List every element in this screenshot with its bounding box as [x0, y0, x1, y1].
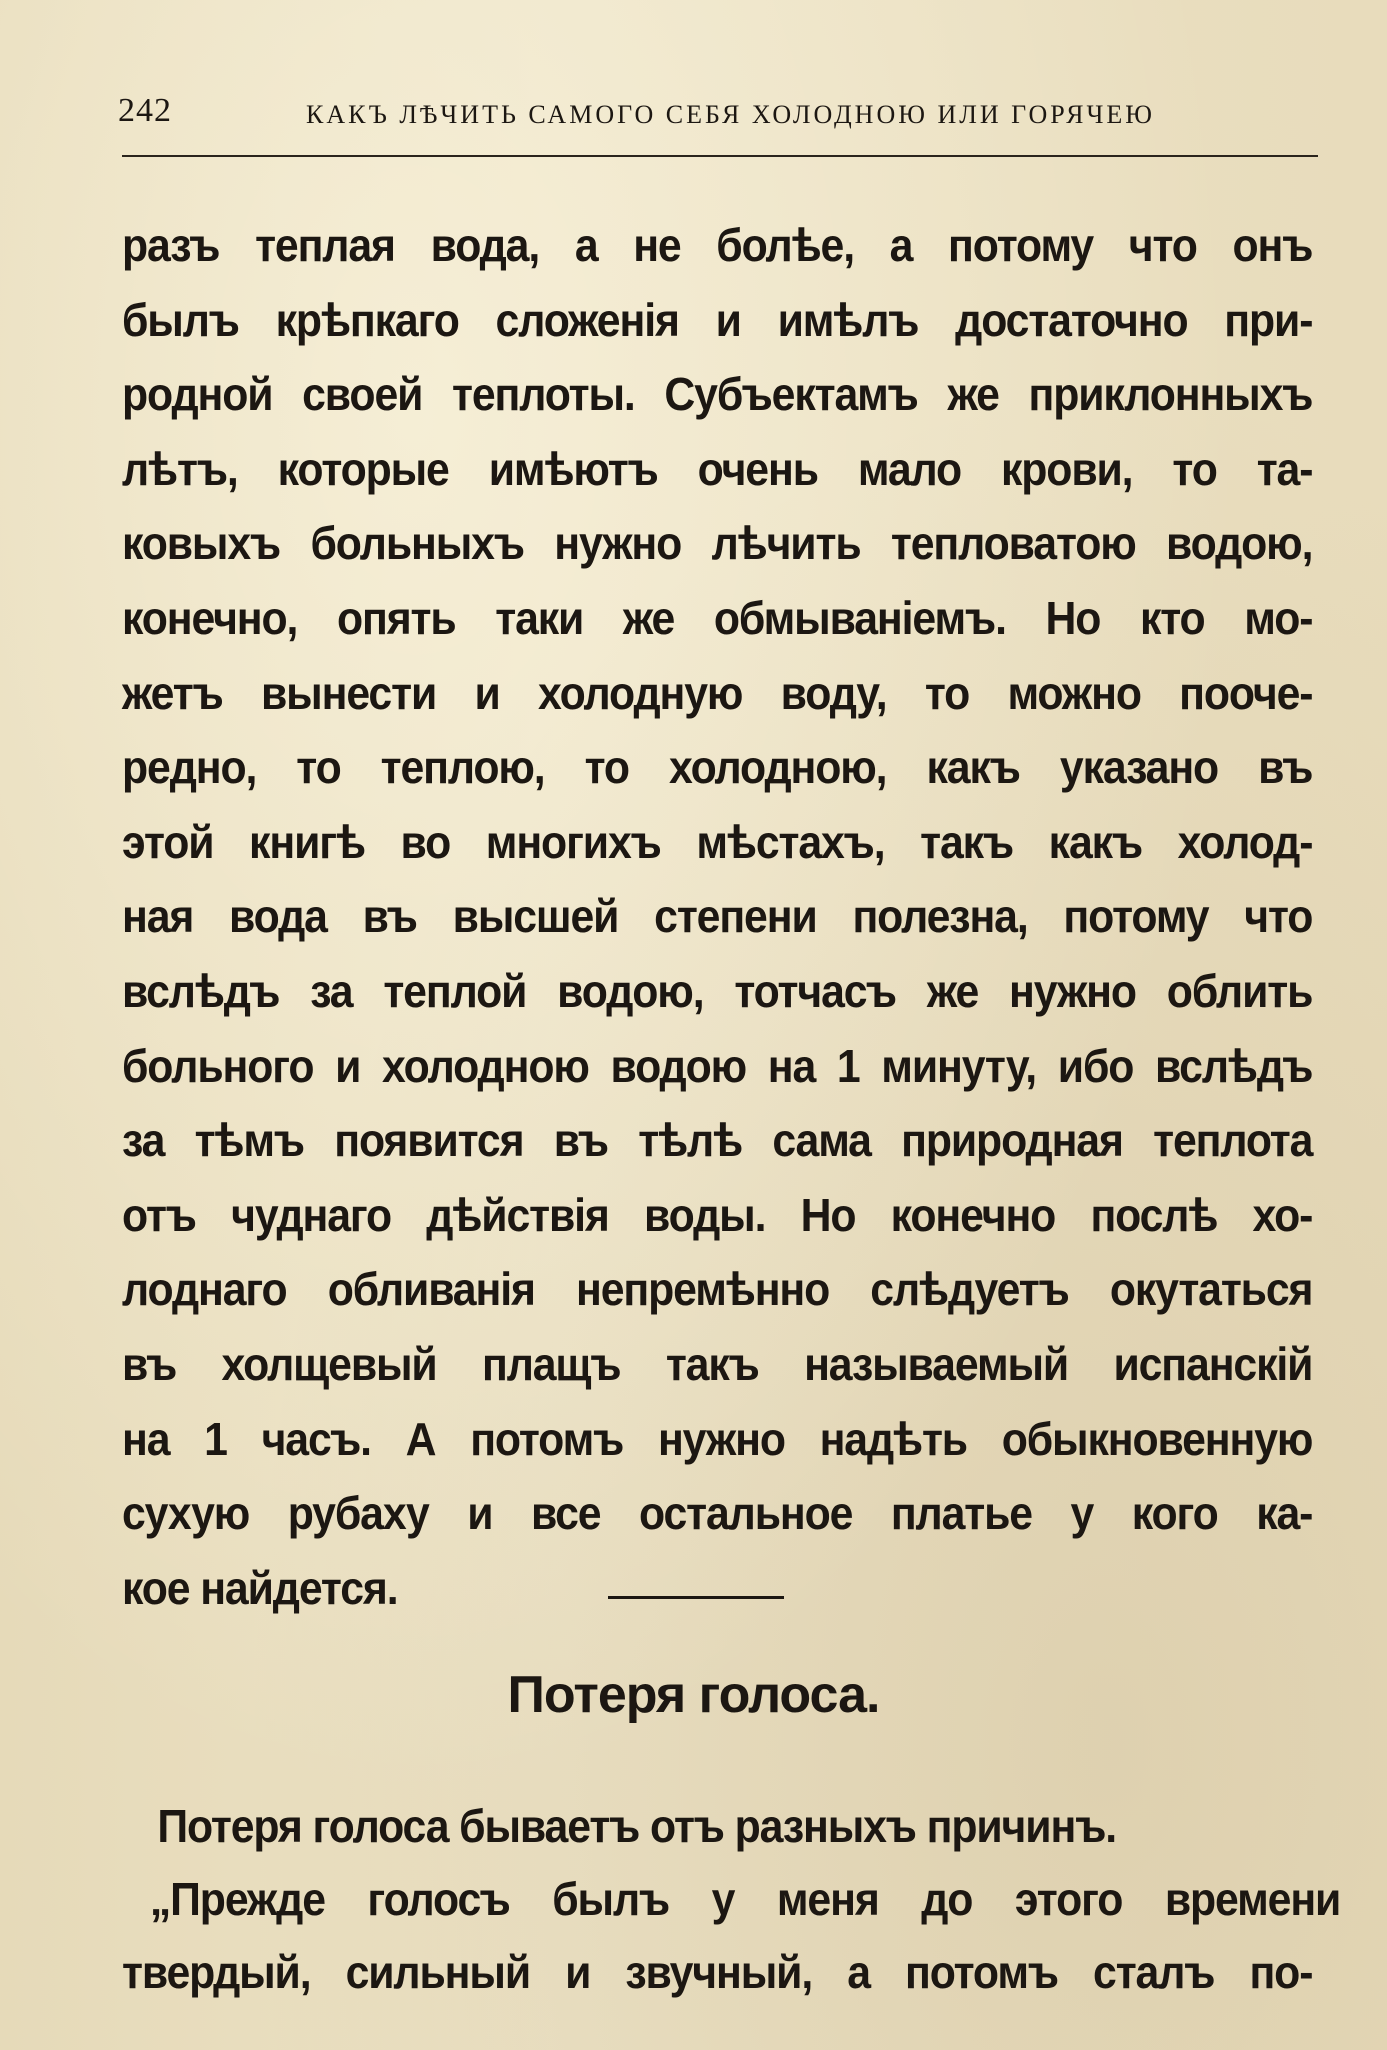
text-line: [122, 432, 1312, 507]
word: какъ: [1048, 815, 1143, 868]
word: сталъ: [1093, 1946, 1215, 1998]
word: полезна,: [852, 890, 1028, 943]
word: больныхъ: [310, 517, 524, 570]
word: нужно: [554, 517, 682, 570]
word: за: [310, 964, 353, 1017]
word: А: [405, 1412, 436, 1465]
word: вода: [229, 890, 327, 943]
word: надѣть: [819, 1412, 967, 1465]
word: холод-: [1177, 815, 1313, 868]
word: чуднаго: [231, 1188, 392, 1241]
word: что: [1244, 890, 1313, 943]
word: до: [921, 1873, 973, 1925]
word: часъ.: [261, 1412, 371, 1465]
header-rule: [122, 155, 1318, 157]
word: и: [467, 1487, 493, 1540]
word: воду,: [780, 666, 887, 719]
word: лѣчить: [711, 517, 861, 570]
word: крѣпкаго: [275, 293, 459, 346]
word: кого: [1131, 1487, 1218, 1540]
word: то: [584, 741, 629, 794]
text-line: [122, 1178, 1312, 1253]
text-line: [122, 1327, 1312, 1402]
word: „Прежде: [149, 1873, 325, 1925]
word: которые: [277, 442, 449, 495]
word: плащъ: [481, 1337, 621, 1390]
word: то: [296, 741, 341, 794]
word: холщевый: [221, 1337, 437, 1390]
word: ковыхъ: [122, 517, 281, 570]
word: въ: [553, 1114, 608, 1167]
word: и: [335, 1039, 361, 1092]
word: лѣтъ,: [122, 442, 238, 495]
word: указано: [1059, 741, 1219, 794]
word: то: [1172, 442, 1217, 495]
word: холодною: [382, 1039, 589, 1092]
word: имѣлъ: [777, 293, 919, 346]
word: а: [847, 1946, 870, 1998]
word: вынести: [260, 666, 437, 719]
word: такъ: [665, 1337, 759, 1390]
word: же: [926, 964, 979, 1017]
word: потому: [948, 219, 1094, 271]
word: вслѣдъ: [1155, 1039, 1313, 1092]
text-line: [122, 805, 1312, 880]
word: водою,: [557, 964, 704, 1017]
word: воды.: [644, 1188, 766, 1241]
word: тѣлѣ: [638, 1114, 743, 1167]
word: теплая: [255, 219, 395, 271]
word: испанскій: [1113, 1337, 1313, 1390]
word: конечно: [890, 1188, 1056, 1241]
word: теплота: [1153, 1114, 1313, 1167]
word: же: [947, 368, 999, 421]
word: вслѣдъ: [122, 964, 280, 1017]
section-title: Потеря голоса.: [507, 1666, 880, 1724]
text-line: [122, 1029, 1312, 1104]
word: непремѣнно: [575, 1263, 830, 1316]
word: и: [474, 666, 500, 719]
word: пооче-: [1179, 666, 1313, 719]
word: а: [889, 219, 913, 271]
word: болѣе,: [716, 219, 854, 271]
word: разъ: [122, 219, 220, 271]
word: что: [1128, 219, 1197, 271]
text-line: [122, 1476, 1312, 1551]
word: сложенія: [495, 293, 679, 346]
word: же: [622, 591, 675, 644]
word: 1: [836, 1039, 860, 1092]
word: какъ: [926, 741, 1020, 794]
word: можно: [1007, 666, 1141, 719]
text-line: [122, 730, 1312, 805]
word: все: [530, 1487, 601, 1540]
word: тотчасъ: [734, 964, 896, 1017]
word: больного: [122, 1039, 314, 1092]
word: лоднаго: [122, 1263, 287, 1316]
word: холодную: [537, 666, 743, 719]
word: то: [924, 666, 970, 719]
text-line: [122, 1252, 1312, 1327]
word: книгѣ: [249, 815, 365, 868]
section-divider: [608, 1596, 784, 1599]
word: мѣстахъ,: [696, 815, 885, 868]
word: обмываніемъ.: [713, 591, 1006, 644]
word: таки: [495, 591, 584, 644]
word: нужно: [1009, 964, 1136, 1017]
word: редно,: [122, 741, 257, 794]
word: при-: [1224, 293, 1313, 346]
word: былъ: [552, 1873, 670, 1925]
running-head: КАКЪ ЛѢЧИТЬ САМОГО СЕБЯ ХОЛОДНОЮ ИЛИ ГОРЯЧЕЮ: [306, 100, 1155, 129]
word: очень: [697, 442, 818, 495]
text-line: [122, 357, 1312, 432]
word: имѣютъ: [488, 442, 658, 495]
word: вода,: [430, 219, 540, 271]
text-line: [122, 1103, 1312, 1178]
word: меня: [776, 1873, 879, 1925]
text-line: [122, 879, 1312, 954]
text-line: [122, 1863, 1340, 1936]
word: въ: [122, 1337, 177, 1390]
word: степени: [654, 890, 817, 943]
word: за: [122, 1114, 165, 1167]
word: водою: [610, 1039, 747, 1092]
word: въ: [362, 890, 417, 943]
word: Но: [1045, 591, 1101, 644]
text-line: [122, 1402, 1312, 1477]
word: сильный: [345, 1946, 531, 1998]
text-line: [122, 208, 1312, 283]
word: окутаться: [1109, 1263, 1313, 1316]
word: тѣмъ: [194, 1114, 304, 1167]
word: твердый,: [122, 1946, 311, 1998]
word: появится: [334, 1114, 524, 1167]
word: отъ: [122, 1188, 196, 1241]
word: въ: [1258, 741, 1313, 794]
section-paragraph: [122, 1790, 1341, 2009]
text-line: [122, 1936, 1312, 2009]
word: своей: [302, 368, 423, 421]
word: потомъ: [904, 1946, 1058, 1998]
word: этого: [1014, 1873, 1123, 1925]
word: водою,: [1166, 517, 1313, 570]
word: у: [1070, 1487, 1094, 1540]
word: тепловатою: [890, 517, 1136, 570]
page-header: [118, 92, 1318, 142]
word: высшей: [452, 890, 619, 943]
text-line: [122, 581, 1312, 656]
word: звучный,: [625, 1946, 813, 1998]
word: потомъ: [470, 1412, 624, 1465]
word: сама: [772, 1114, 871, 1167]
word: называемый: [804, 1337, 1069, 1390]
word: и: [715, 293, 741, 346]
text-line: [122, 954, 1312, 1029]
word: такъ: [920, 815, 1014, 868]
text-line: [122, 656, 1312, 731]
word: крови,: [1000, 442, 1133, 495]
word: нужно: [657, 1412, 785, 1465]
word: кто: [1139, 591, 1205, 644]
word: Но: [800, 1188, 856, 1241]
word: не: [633, 219, 681, 271]
word: мо-: [1244, 591, 1313, 644]
word: конечно,: [122, 591, 298, 644]
text-line: [122, 283, 1312, 358]
word: 1: [204, 1412, 227, 1465]
word: онъ: [1232, 219, 1313, 271]
page-number: 242: [118, 92, 172, 129]
word: теплой: [383, 964, 527, 1017]
word: сухую: [122, 1487, 250, 1540]
word: многихъ: [485, 815, 661, 868]
text-line: Потеря голоса бываетъ отъ разныхъ причинъ.: [157, 1800, 1117, 1852]
word: обыкновенную: [1001, 1412, 1313, 1465]
word: жетъ: [122, 666, 223, 719]
word: на: [767, 1039, 816, 1092]
word: былъ: [122, 293, 239, 346]
word: приклонныхъ: [1028, 368, 1313, 421]
word: хо-: [1252, 1188, 1313, 1241]
word: та-: [1256, 442, 1313, 495]
body-paragraph: [122, 208, 1312, 1625]
word: а: [574, 219, 598, 271]
word: Субъектамъ: [664, 368, 918, 421]
word: послѣ: [1090, 1188, 1218, 1241]
word: минуту,: [881, 1039, 1037, 1092]
word: дѣйствія: [426, 1188, 609, 1241]
word: ная: [122, 890, 194, 943]
word: слѣдуетъ: [870, 1263, 1069, 1316]
word: мало: [857, 442, 962, 495]
text-line: [122, 506, 1312, 581]
word: облить: [1166, 964, 1313, 1017]
word: голосъ: [367, 1873, 510, 1925]
word: у: [711, 1873, 735, 1925]
word: родной: [122, 368, 273, 421]
text-line: кое найдется.: [122, 1561, 398, 1614]
word: по-: [1249, 1946, 1313, 1998]
word: платье: [890, 1487, 1032, 1540]
word: во: [400, 815, 451, 868]
word: потому: [1063, 890, 1209, 943]
word: достаточно: [955, 293, 1188, 346]
word: обливанія: [327, 1263, 535, 1316]
word: рубаху: [287, 1487, 429, 1540]
word: теплою,: [380, 741, 545, 794]
word: холодною,: [668, 741, 887, 794]
word: природная: [901, 1114, 1123, 1167]
word: и: [565, 1946, 591, 1998]
word: опять: [336, 591, 456, 644]
word: времени: [1164, 1873, 1341, 1925]
word: теплоты.: [451, 368, 635, 421]
word: этой: [122, 815, 214, 868]
word: остальное: [638, 1487, 853, 1540]
word: ибо: [1057, 1039, 1134, 1092]
word: ка-: [1256, 1487, 1313, 1540]
word: на: [122, 1412, 170, 1465]
